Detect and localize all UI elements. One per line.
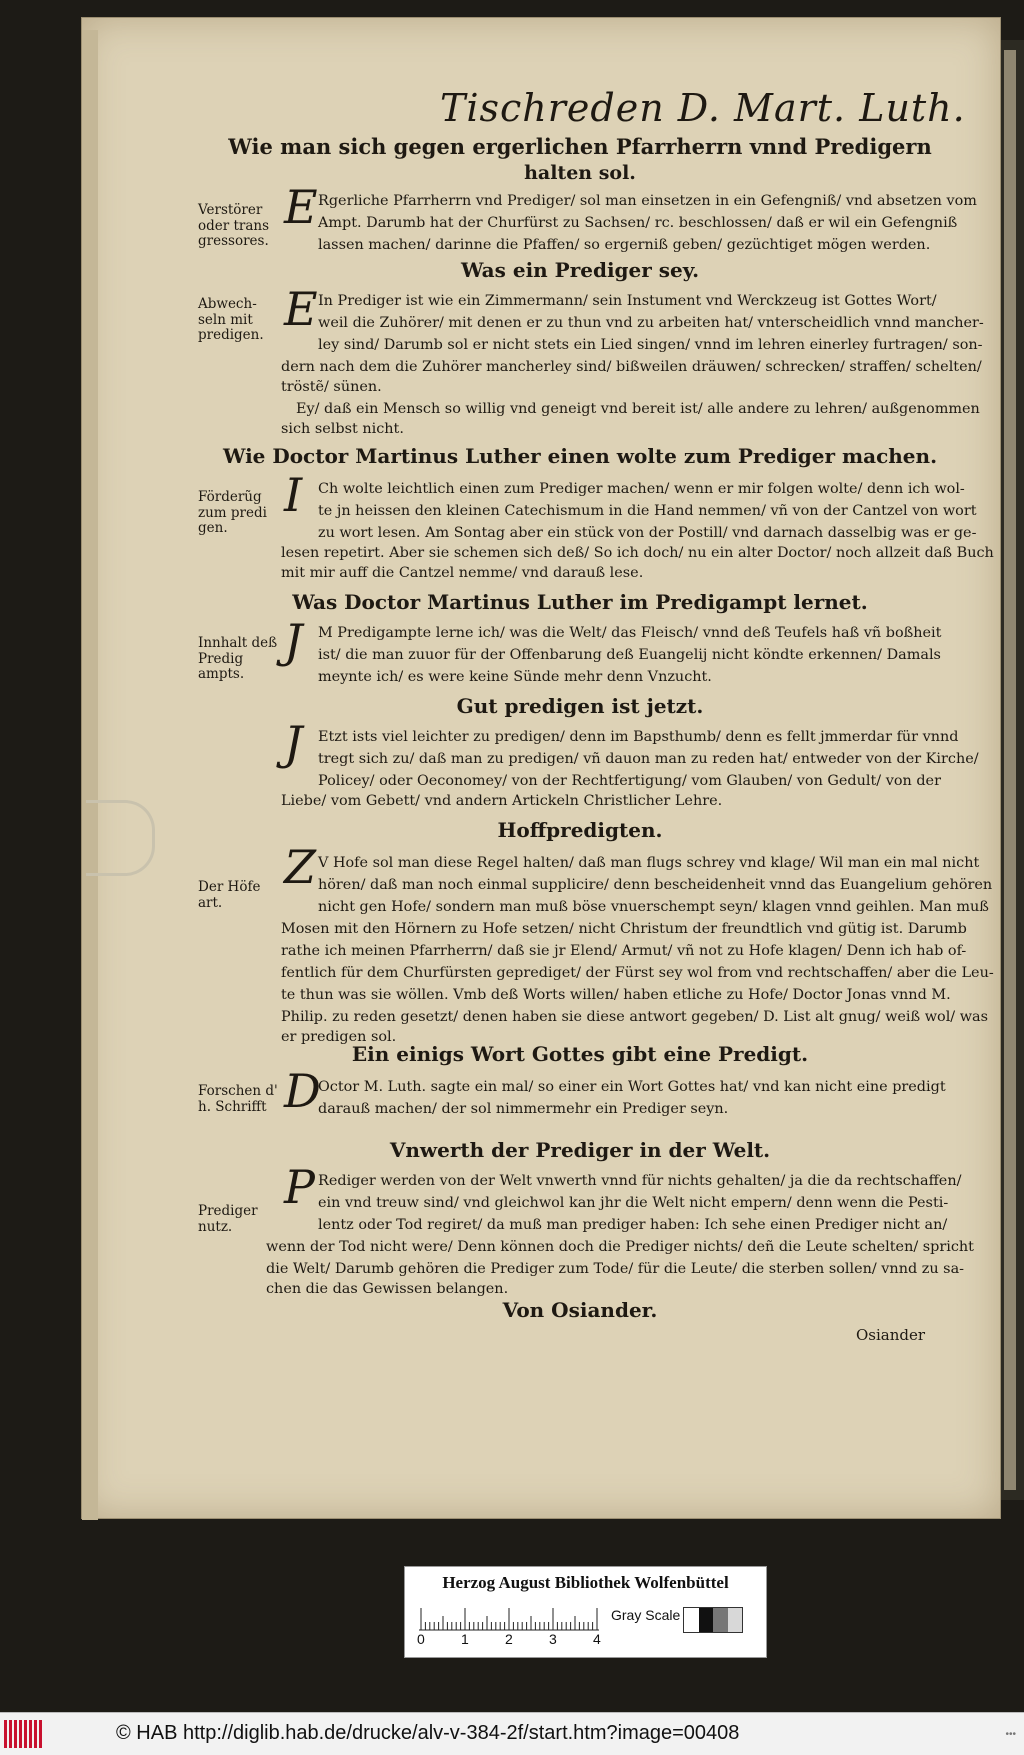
page-fold bbox=[82, 30, 98, 1520]
drop-initial: I bbox=[284, 468, 303, 522]
text-line: zu wort lesen. Am Sontag aber ein stück von der Postill/ vnd darnach dasselbig was er ge- bbox=[318, 525, 977, 541]
hab-logo-icon bbox=[4, 1720, 44, 1748]
drop-initial: Z bbox=[284, 840, 316, 894]
section-heading: Hoffpredigten. bbox=[497, 818, 663, 842]
marginal-note: Prediger nutz. bbox=[198, 1203, 258, 1235]
text-line: Etzt ists viel leichter zu predigen/ denn im Bapsthumb/ denn es fellt jmmerdar für vnnd bbox=[318, 729, 959, 745]
drop-initial: D bbox=[284, 1064, 321, 1118]
text-line: Liebe/ vom Gebett/ vnd andern Artickeln Christlicher Lehre. bbox=[281, 793, 723, 809]
ruler-scale bbox=[419, 1605, 599, 1631]
section-heading: Wie Doctor Martinus Luther einen wolte zum Prediger machen. bbox=[222, 444, 938, 468]
gray-scale-patches bbox=[683, 1607, 743, 1633]
text-line: hören/ daß man noch einmal supplicire/ denn bescheidenheit vnnd das Euangelium gehören bbox=[318, 877, 993, 893]
marginal-note: Förderũg zum predi gen. bbox=[198, 489, 267, 537]
gray-scale-label: Gray Scale bbox=[611, 1607, 681, 1623]
text-line: fentlich für dem Churfürsten geprediget/ der Fürst sey wol from vnd rechtschaffen/ aber die Leu- bbox=[281, 965, 994, 981]
institution-label: Herzog August Bibliothek Wolfenbüttel bbox=[442, 1573, 729, 1592]
section-heading: Was ein Prediger sey. bbox=[460, 258, 700, 282]
text-line: Ch wolte leichtlich einen zum Prediger machen/ wenn er mir folgen wolte/ denn ich wol- bbox=[318, 481, 965, 497]
scale-number: 3 bbox=[549, 1631, 557, 1647]
text-line: Philip. zu reden gesetzt/ denen haben sie diese antwort gegeben/ D. List alt gnug/ weiß wol/ was bbox=[281, 1009, 989, 1025]
text-line: weil die Zuhörer/ mit denen er zu thun vnd zu arbeiten hat/ vnterscheidlich vnnd mancher- bbox=[318, 315, 984, 331]
section-heading: Gut predigen ist jetzt. bbox=[456, 694, 704, 718]
text-line: ist/ die man zuuor für der Offenbarung deß Euangelij nicht köndte erkennen/ Damals bbox=[318, 647, 941, 663]
section-heading: Vnwerth der Prediger in der Welt. bbox=[389, 1138, 771, 1162]
text-line: darauß machen/ der sol nimmermehr ein Prediger seyn. bbox=[318, 1101, 729, 1117]
drop-initial: P bbox=[284, 1160, 315, 1214]
scale-number: 4 bbox=[593, 1631, 601, 1647]
text-line: ein vnd treuw sind/ vnd gleichwol kan jhr die Welt nicht empern/ denn wenn die Pesti- bbox=[318, 1195, 949, 1211]
running-head: Tischreden D. Mart. Luth. bbox=[440, 86, 966, 130]
scale-number: 0 bbox=[417, 1631, 425, 1647]
viewer-footer bbox=[0, 1712, 1024, 1755]
text-line: M Predigampte lerne ich/ was die Welt/ das Fleisch/ vnnd deß Teufels haß vñ boßheit bbox=[318, 625, 942, 641]
text-line: Mosen mit den Hörnern zu Hofe setzen/ nicht Christum der freundtlich vnd gütig ist. Darumb bbox=[281, 921, 967, 937]
text-line: Policey/ oder Oeconomey/ von der Rechtfertigung/ vom Glauben/ von Gedult/ von der bbox=[318, 773, 941, 789]
marginal-note: Innhalt deß Predig ampts. bbox=[198, 635, 278, 683]
marginal-note: Forschen d' h. Schrifft bbox=[198, 1083, 278, 1115]
section-heading-continued: halten sol. bbox=[524, 162, 636, 184]
section-heading: Von Osiander. bbox=[502, 1298, 658, 1322]
scale-number: 1 bbox=[461, 1631, 469, 1647]
text-line: Ampt. Darumb hat der Churfürst zu Sachsen/ rc. beschlossen/ daß er wil ein Gefengniß bbox=[318, 215, 958, 231]
text-line: lesen repetirt. Aber sie schemen sich deß/ So ich doch/ nu ein alter Doctor/ noch allzeit daß Buch bbox=[281, 545, 994, 561]
text-line: lentz oder Tod regiret/ da muß man prediger haben: Ich sehe einen Prediger nicht an/ bbox=[318, 1217, 948, 1233]
catchword: Osiander bbox=[856, 1326, 926, 1344]
text-line: mit mir auff die Cantzel nemme/ vnd darauß lese. bbox=[281, 565, 644, 581]
marginal-note: Verstörer oder trans gressores. bbox=[198, 202, 270, 250]
drop-initial: J bbox=[284, 614, 303, 668]
text-line: lassen machen/ darinne die Pfaffen/ so ergerniß geben/ gezüchtiget mögen werden. bbox=[318, 237, 931, 253]
text-line: tröstẽ/ sünen. bbox=[281, 379, 382, 395]
text-line: Ey/ daß ein Mensch so willig vnd geneigt vnd bereit ist/ alle andere zu lehren/ außgenommen bbox=[296, 401, 980, 417]
next-page-edge bbox=[1004, 50, 1016, 1490]
text-line: dern nach dem die Zuhörer mancherley sind/ bißweilen dräuwen/ schrecken/ straffen/ schelten/ bbox=[281, 359, 982, 375]
text-line: Rgerliche Pfarrherrn vnd Prediger/ sol man einsetzen in ein Gefengniß/ vnd absetzen vom bbox=[318, 193, 977, 209]
scale-number: 2 bbox=[505, 1631, 513, 1647]
text-line: Octor M. Luth. sagte ein mal/ so einer ein Wort Gottes hat/ vnd kan nicht eine predigt bbox=[318, 1079, 946, 1095]
drop-initial: E bbox=[284, 282, 318, 336]
color-target-card bbox=[404, 1566, 767, 1658]
section-heading: Was Doctor Martinus Luther im Predigampt lernet. bbox=[292, 590, 868, 614]
binding-clip bbox=[86, 800, 155, 876]
text-line: rathe ich meinen Pfarrherrn/ daß sie jr Elend/ Armut/ vñ not zu Hofe klagen/ Denn ich hab of- bbox=[281, 943, 967, 959]
section-heading: Ein einigs Wort Gottes gibt eine Predigt. bbox=[351, 1042, 809, 1066]
text-line: er predigen sol. bbox=[281, 1029, 397, 1045]
text-line: sich selbst nicht. bbox=[281, 421, 404, 437]
text-line: wenn der Tod nicht were/ Denn können doch die Prediger nichts/ deñ die Leute schelten/ spricht bbox=[266, 1239, 974, 1255]
text-line: nicht gen Hofe/ sondern man muß böse vnuerschempt seyn/ klagen vnnd geihlen. Man muß bbox=[318, 899, 989, 915]
text-line: Rediger werden von der Welt vnwerth vnnd für nichts gehalten/ ja die da rechtschaffen/ bbox=[318, 1173, 962, 1189]
text-line: ley sind/ Darumb sol er nicht stets ein Lied singen/ vnnd im lehren einerley furtragen/ son- bbox=[318, 337, 983, 353]
text-line: V Hofe sol man diese Regel halten/ daß man flugs schrey vnd klage/ Wil man ein mal nicht bbox=[318, 855, 980, 871]
text-line: In Prediger ist wie ein Zimmermann/ sein Instument vnd Werckzeug ist Gottes Wort/ bbox=[318, 293, 937, 309]
text-line: te jn heissen den kleinen Catechismum in die Hand nemmen/ vñ von der Cantzel von wort bbox=[318, 503, 977, 519]
marginal-note: Abwech- seln mit predigen. bbox=[198, 296, 264, 344]
text-line: te thun was sie wöllen. Vmb deß Worts willen/ haben etliche zu Hofe/ Doctor Jonas vnnd M. bbox=[281, 987, 951, 1003]
drop-initial: J bbox=[284, 716, 303, 770]
text-line: die Welt/ Darumb gehören die Prediger zum Tode/ für die Leute/ die sterben sollen/ vnnd zu sa- bbox=[266, 1261, 965, 1277]
more-options-icon[interactable]: ••• bbox=[1005, 1729, 1016, 1740]
text-line: chen die das Gewissen belangen. bbox=[266, 1281, 509, 1297]
drop-initial: E bbox=[284, 180, 318, 234]
text-line: meynte ich/ es were keine Sünde mehr denn Vnzucht. bbox=[318, 669, 712, 685]
footer-link[interactable]: © HAB http://diglib.hab.de/drucke/alv-v-384-2f/start.htm?image=00408 bbox=[116, 1722, 740, 1744]
text-line: tregt sich zu/ daß man zu predigen/ vñ dauon man zu reden hat/ entweder von der Kirche/ bbox=[318, 751, 979, 767]
section-heading: Wie man sich gegen ergerlichen Pfarrherrn vnnd Predigern bbox=[228, 134, 932, 159]
marginal-note: Der Höfe art. bbox=[198, 879, 261, 911]
